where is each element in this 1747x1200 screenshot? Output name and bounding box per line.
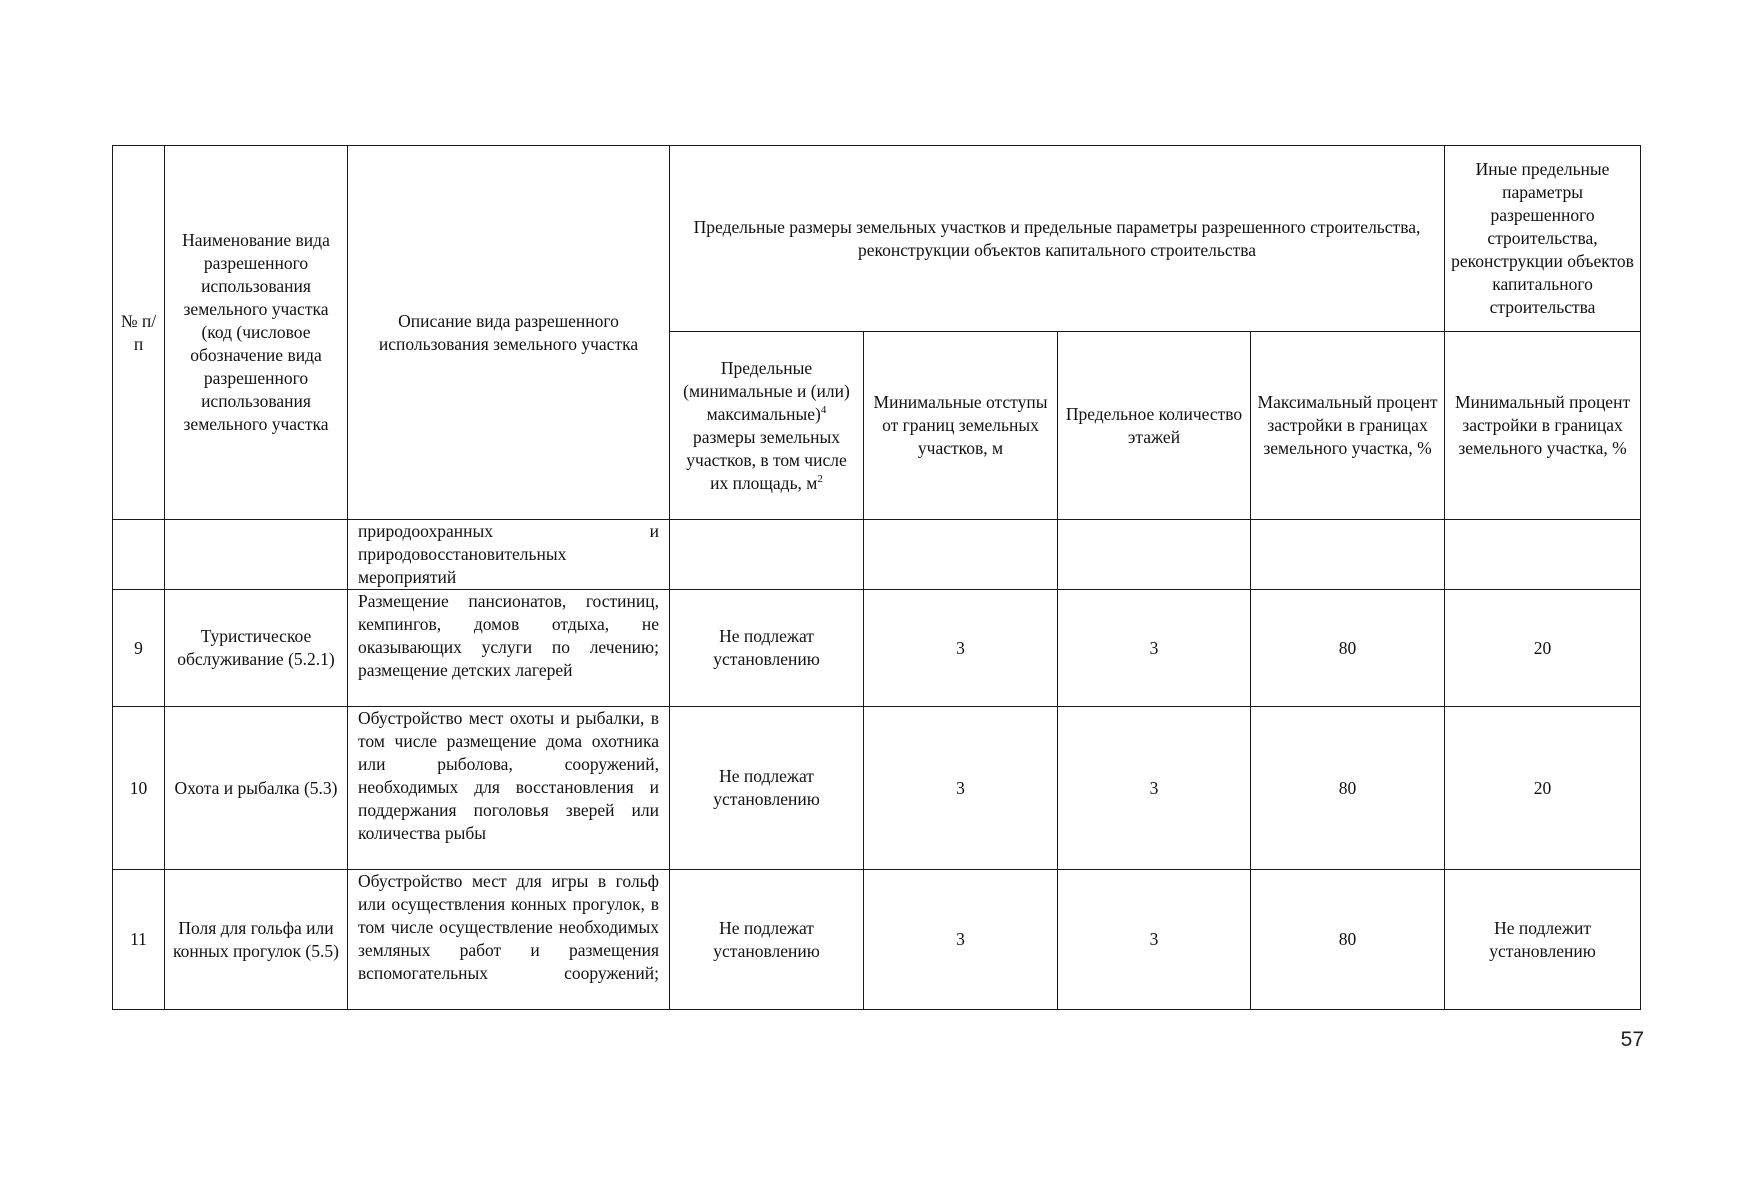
row-floors — [1058, 520, 1251, 590]
row-floors: 3 — [1058, 707, 1251, 870]
row-floors: 3 — [1058, 870, 1251, 1010]
row-description: Обустройство мест для игры в гольф или осуществления конных прогулок, в том числе осуществление необходимых земляных работ и размещения вспомогательных сооружений; — [348, 870, 670, 1010]
header-floors: Предельное количество этажей — [1058, 332, 1251, 520]
header-sizes-unit: 2 — [817, 472, 823, 485]
row-num: 9 — [113, 590, 165, 707]
row-description: природоохранных и природовосстановительных мероприятий — [348, 520, 670, 590]
row-sizes: Не подлежат установлению — [670, 707, 864, 870]
header-setbacks: Минимальные отступы от границ земельных участков, м — [864, 332, 1058, 520]
row-max-coverage: 80 — [1251, 590, 1445, 707]
header-sizes-post: размеры земельных участков, в том числе их площадь, м — [686, 426, 847, 493]
row-num: 10 — [113, 707, 165, 870]
header-sizes-footnote: 4 — [820, 403, 827, 416]
header-description: Описание вида разрешенного использования земельного участка — [348, 146, 670, 520]
header-max-coverage: Максимальный процент застройки в границах земельного участка, % — [1251, 332, 1445, 520]
row-sizes — [670, 520, 864, 590]
header-min-coverage: Минимальный процент застройки в границах земельного участка, % — [1445, 332, 1641, 520]
row-min-coverage: 20 — [1445, 590, 1641, 707]
header-limits-group: Предельные размеры земельных участков и предельные параметры разрешенного строительства, реконструкции объектов капитального строительства — [670, 146, 1445, 332]
table-row — [113, 707, 1641, 870]
row-num: 11 — [113, 870, 165, 1010]
header-row-top — [113, 146, 1641, 332]
row-setbacks: 3 — [864, 870, 1058, 1010]
row-max-coverage: 80 — [1251, 870, 1445, 1010]
row-min-coverage: Не подлежит установлению — [1445, 870, 1641, 1010]
row-description: Размещение пансионатов, гостиниц, кемпингов, домов отдыха, не оказывающих услуги по лечению; размещение детских лагерей — [348, 590, 670, 707]
table-row — [113, 590, 1641, 707]
land-use-table — [112, 145, 1641, 1010]
row-max-coverage — [1251, 520, 1445, 590]
header-sizes-pre: Предельные (минимальные и (или) максимальные) — [683, 357, 850, 424]
row-name: Туристическое обслуживание (5.2.1) — [165, 590, 348, 707]
row-setbacks: 3 — [864, 590, 1058, 707]
page-number: 57 — [1620, 1028, 1644, 1051]
row-name — [165, 520, 348, 590]
row-num — [113, 520, 165, 590]
row-description: Обустройство мест охоты и рыбалки, в том числе размещение дома охотника или рыболова, сооружений, необходимых для восстановления и поддержания поголовья зверей или количества рыбы — [348, 707, 670, 870]
row-min-coverage — [1445, 520, 1641, 590]
table-row — [113, 870, 1641, 1010]
row-sizes: Не подлежат установлению — [670, 870, 864, 1010]
row-name: Поля для гольфа или конных прогулок (5.5) — [165, 870, 348, 1010]
row-min-coverage: 20 — [1445, 707, 1641, 870]
row-setbacks: 3 — [864, 707, 1058, 870]
row-sizes: Не подлежат установлению — [670, 590, 864, 707]
header-sizes — [670, 332, 864, 520]
row-max-coverage: 80 — [1251, 707, 1445, 870]
row-name: Охота и рыбалка (5.3) — [165, 707, 348, 870]
row-setbacks — [864, 520, 1058, 590]
header-name: Наименование вида разрешенного использования земельного участка (код (числовое обозначение вида разрешенного использования земельного участка — [165, 146, 348, 520]
row-floors: 3 — [1058, 590, 1251, 707]
header-other-params: Иные предельные параметры разрешенного строительства, реконструкции объектов капитального строительства — [1445, 146, 1641, 332]
header-num: № п/п — [113, 146, 165, 520]
table-row — [113, 520, 1641, 590]
